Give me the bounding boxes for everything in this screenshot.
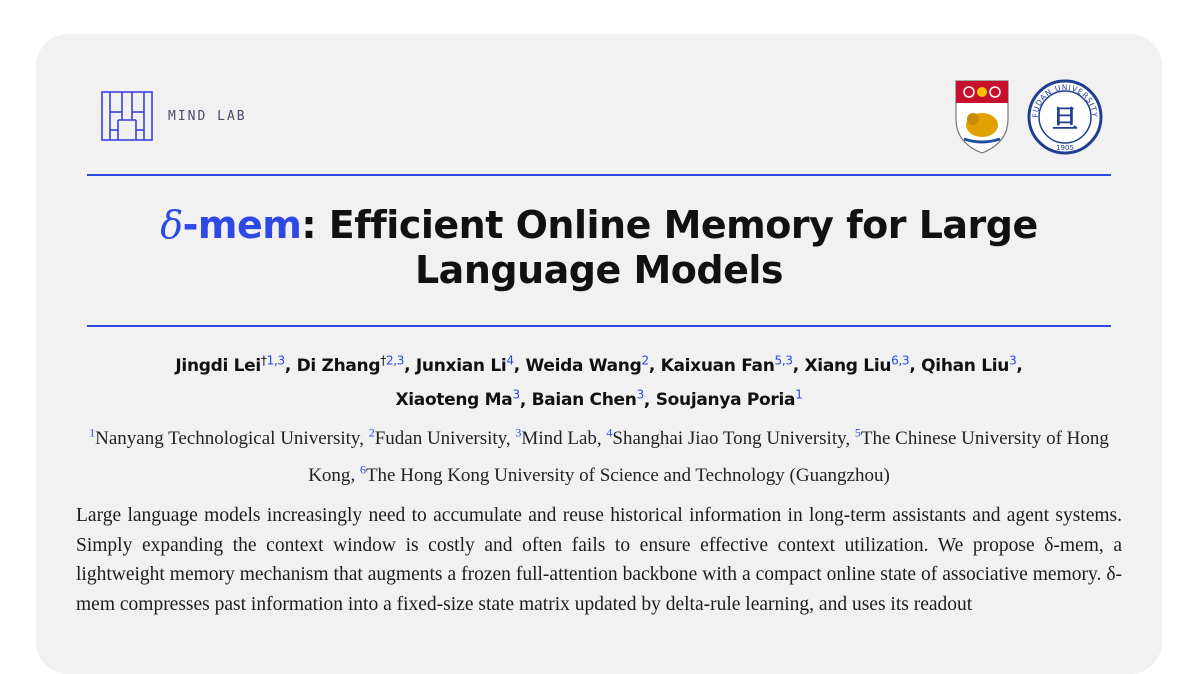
top-divider [87, 174, 1111, 176]
svg-text:FUDAN UNIVERSITY: FUDAN UNIVERSITY [1030, 82, 1100, 118]
author: Junxian Li$^4$ [415, 353, 514, 376]
title-accent: δ-mem [160, 203, 302, 247]
author: Qihan Liu$^3$ [921, 353, 1017, 376]
affiliation: $^1$Nanyang Technological University [89, 426, 360, 450]
title-divider [87, 325, 1111, 327]
affiliation: $^5$The Chinese University of Hong Kong [308, 426, 1109, 486]
title-line-2: Language Models [414, 248, 784, 292]
author: Jingdi Lei$^{\dagger 1,3}$ [175, 353, 285, 376]
affiliation: $^4$Shanghai Jiao Tong University [606, 426, 846, 450]
author: Di Zhang$^{\dagger 2,3}$ [296, 353, 405, 376]
university-logos [952, 78, 1104, 156]
mind-lab-logo-icon [100, 90, 154, 142]
svg-text:1905: 1905 [1056, 144, 1074, 152]
mind-lab-logo [100, 90, 247, 142]
author: Kaixuan Fan$^{5,3}$ [660, 353, 793, 376]
abstract [76, 501, 1122, 619]
author: Xiang Liu$^{6,3}$ [804, 353, 910, 376]
lab-name: MIND LAB [168, 108, 247, 124]
paper-title [87, 203, 1111, 293]
affiliation: $^2$Fudan University [368, 426, 506, 450]
author: Baian Chen$^3$ [531, 387, 644, 411]
affiliation: $^3$Mind Lab [515, 426, 597, 450]
affiliation: $^6$The Hong Kong University of Science and Technology (Guangzhou) [359, 462, 890, 486]
affiliation-list: $^1$Nanyang Technological University, $^2$Fudan University, $^3$Mind Lab, $^4$Shanghai Jiao Tong University, $^5$The Chinese University of Hong Kong, $^6$The Hong Kong University of Science and Technology (Guangzhou) [89, 426, 1109, 486]
title-line-1: : Efficient Online Memory for Large [301, 203, 1038, 247]
abstract-text: Large language models increasingly need to accumulate and reuse historical information in long-term assistants and agent systems. Simply expanding the context window is costly and often fails to ensure effective context utilization. We propose δ-mem, a lightweight memory mechanism that augments a frozen full-attention backbone with a compact online state of associative memory. δ-mem compresses past information into a fixed-size state matrix updated by delta-rule learning, and uses its readout [76, 505, 1122, 615]
svg-text:旦: 旦 [1051, 105, 1079, 135]
author-list: Jingdi Lei$^{\dagger 1,3}$, Di Zhang$^{\dagger 2,3}$, Junxian Li$^4$, Weida Wang$^2$, Kaixuan Fan$^{5,3}$, Xiang Liu$^{6,3}$, Qihan Liu$^3$, Xiaoteng Ma$^3$, Baian Chen$^3$, Soujanya Poria$^1$ [175, 353, 1023, 411]
author: Weida Wang$^2$ [525, 353, 649, 376]
ntu-crest-icon [952, 79, 1012, 155]
author: Soujanya Poria$^1$ [655, 387, 803, 411]
author: Xiaoteng Ma$^3$ [395, 387, 520, 411]
fudan-university-seal-icon [1026, 78, 1104, 156]
